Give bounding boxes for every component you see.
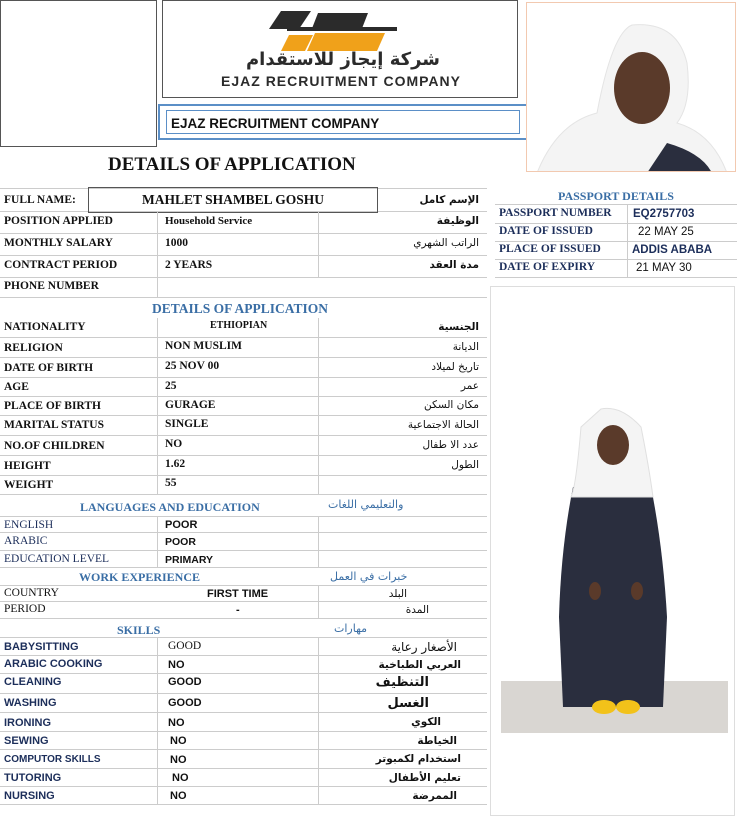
salary-label: MONTHLY SALARY (4, 237, 113, 249)
skill-washing-ar: الغسل (387, 696, 429, 711)
skill-cleaning-label: CLEANING (4, 676, 62, 688)
dob-label: DATE OF BIRTH (4, 362, 94, 374)
country-value: FIRST TIME (207, 588, 269, 600)
country-ar: البلد (388, 588, 407, 600)
phone-label: PHONE NUMBER (4, 280, 99, 292)
nationality-label: NATIONALITY (4, 321, 86, 333)
religion-value: NON MUSLIM (165, 340, 242, 352)
skill-sewing-value: NO (170, 735, 187, 747)
skill-washing-label: WASHING (4, 697, 57, 709)
children-ar: عدد الا طفال (422, 439, 479, 451)
languages-table (0, 516, 487, 568)
weight-label: WEIGHT (4, 479, 54, 491)
company-logo (162, 0, 518, 98)
place-issued-value: ADDIS ABABA (632, 244, 713, 256)
education-value: PRIMARY (165, 554, 214, 566)
experience-heading: WORK EXPERIENCE (79, 570, 201, 584)
skill-babysitting-ar: الأصغار رعاية (391, 640, 457, 654)
portrait-photo (526, 2, 736, 172)
place-issued-label: PLACE OF ISSUED (499, 243, 601, 255)
company-name: EJAZ RECRUITMENT COMPANY (166, 110, 520, 134)
full-name-label: FULL NAME: (4, 194, 76, 206)
full-body-image (491, 287, 735, 816)
period-label: PERIOD (4, 603, 46, 615)
age-label: AGE (4, 381, 29, 393)
skill-nursing-value: NO (170, 790, 187, 802)
skill-ironing-value: NO (168, 717, 185, 729)
position-value: Household Service (165, 215, 253, 227)
experience-heading-ar: خبرات في العمل (330, 570, 408, 583)
marital-ar: الحالة الاجتماعية (407, 419, 479, 431)
children-label: NO.OF CHILDREN (4, 440, 105, 452)
skill-cooking-value: NO (168, 659, 185, 671)
skill-sewing-ar: الخياطة (417, 735, 457, 747)
religion-label: RELIGION (4, 342, 63, 354)
salary-value: 1000 (165, 237, 188, 249)
experience-table (0, 585, 487, 619)
contract-label: CONTRACT PERIOD (4, 259, 118, 271)
skill-computer-value: NO (170, 754, 187, 766)
languages-heading: LANGUAGES AND EDUCATION (80, 500, 260, 514)
date-expiry-label: DATE OF EXPIRY (499, 261, 596, 273)
age-value: 25 (165, 380, 177, 392)
height-label: HEIGHT (4, 460, 51, 472)
skill-ironing-ar: الكوي (411, 716, 441, 728)
details-table (0, 318, 487, 495)
skill-computer-ar: استخدام لكمبوتر (375, 753, 461, 765)
height-ar: الطول (451, 459, 479, 471)
skill-tutoring-ar: تعليم الأطفال (388, 772, 461, 784)
passport-number-label: PASSPORT NUMBER (499, 207, 612, 219)
dob-ar: تاريخ لميلاد (431, 361, 479, 373)
passport-table (495, 187, 737, 277)
skill-cleaning-value: GOOD (168, 676, 202, 688)
skill-tutoring-label: TUTORING (4, 772, 62, 784)
skill-nursing-label: NURSING (4, 790, 55, 802)
skill-cooking-label: ARABIC COOKING (4, 658, 103, 670)
english-label: ENGLISH (4, 519, 54, 531)
age-ar: عمر (460, 380, 479, 392)
pob-value: GURAGE (165, 399, 216, 411)
skills-heading: SKILLS (117, 623, 161, 637)
skill-ironing-label: IRONING (4, 717, 52, 729)
country-label: COUNTRY (4, 587, 59, 599)
marital-label: MARITAL STATUS (4, 419, 105, 431)
details-heading: DETAILS OF APPLICATION (152, 301, 329, 316)
period-ar: المدة (405, 604, 429, 616)
contract-value: 2 YEARS (165, 259, 213, 271)
skills-table (0, 637, 487, 805)
height-value: 1.62 (165, 458, 186, 470)
passport-heading: PASSPORT DETAILS (495, 187, 737, 205)
date-expiry-value: 21 MAY 30 (636, 262, 692, 274)
weight-value: 55 (165, 477, 177, 489)
skill-cooking-ar: العربي الطباخية (378, 659, 461, 671)
full-name-ar: الإسم كامل (419, 194, 479, 206)
date-issued-label: DATE OF ISSUED (499, 225, 593, 237)
nationality-value: ETHIOPIAN (210, 320, 268, 331)
full-name-value: MAHLET SHAMBEL GOSHU (88, 187, 378, 213)
full-body-photo (490, 286, 735, 816)
personal-table (0, 188, 487, 298)
skill-babysitting-value: GOOD (168, 640, 202, 652)
page-title: DETAILS OF APPLICATION (108, 154, 356, 175)
skill-computer-label: COMPUTOR SKILLS (4, 754, 101, 765)
nationality-ar: الجنسية (438, 321, 479, 333)
skill-cleaning-ar: التنظيف (375, 675, 429, 690)
contract-ar: مدة العقد (429, 259, 479, 271)
logo-english-text: EJAZ RECRUITMENT COMPANY (221, 73, 461, 89)
skill-tutoring-value: NO (172, 772, 189, 784)
languages-heading-ar: والتعليمي اللغات (328, 498, 404, 511)
skill-washing-value: GOOD (168, 697, 202, 709)
skills-heading-ar: مهارات (334, 622, 368, 635)
arabic-value: POOR (165, 536, 196, 548)
skill-nursing-ar: الممرضة (412, 790, 457, 802)
pob-ar: مكان السكن (424, 399, 479, 411)
blank-box (0, 0, 157, 147)
english-value: POOR (165, 519, 198, 531)
salary-ar: الراتب الشهري (413, 237, 479, 249)
portrait-image (527, 3, 736, 172)
date-issued-value: 22 MAY 25 (638, 226, 694, 238)
period-value: - (236, 604, 240, 616)
arabic-label: ARABIC (4, 535, 48, 547)
position-label: POSITION APPLIED (4, 215, 113, 227)
marital-value: SINGLE (165, 418, 209, 430)
education-label: EDUCATION LEVEL (4, 553, 110, 565)
company-name-box (158, 104, 528, 140)
logo-arabic-text: شركة إيجاز للاستقدام (245, 49, 441, 70)
skill-sewing-label: SEWING (4, 735, 49, 747)
pob-label: PLACE OF BIRTH (4, 400, 101, 412)
children-value: NO (165, 438, 183, 450)
dob-value: 25 NOV 00 (165, 360, 220, 372)
skill-babysitting-label: BABYSITTING (4, 641, 79, 653)
passport-number-value: EQ2757703 (633, 208, 695, 220)
religion-ar: الديانة (452, 341, 479, 353)
position-ar: الوظيفة (436, 215, 479, 227)
